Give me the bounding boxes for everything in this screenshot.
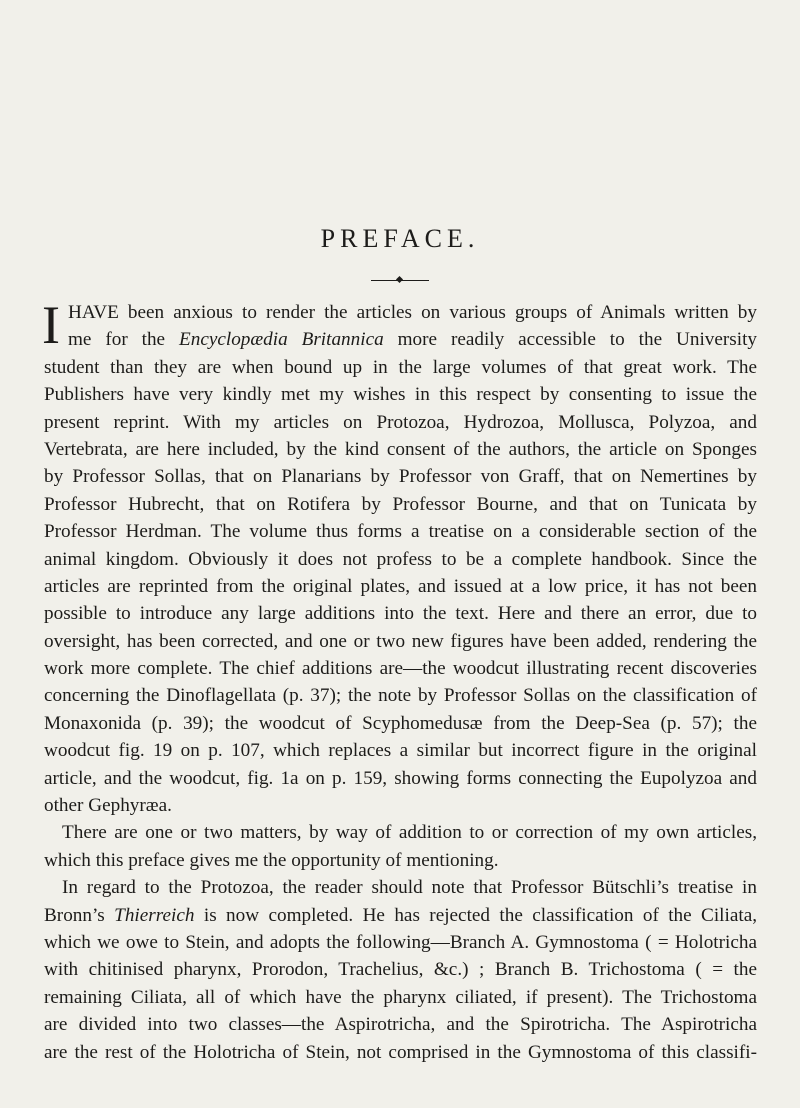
text-line: woodcut fig. 19 on p. 107, which replaces a similar but incorrect figure in the original (44, 740, 757, 762)
text-line: oversight, has been corrected, and one or two new figures have been added, rendering the (44, 630, 757, 652)
text-line: by Professor Sollas, that on Planarians by Professor von Graff, that on Nemertines by (44, 466, 757, 488)
italic-title: Thierreich (114, 904, 195, 926)
text-line: present reprint. With my articles on Protozoa, Hydrozoa, Mollusca, Polyzoa, and (44, 411, 757, 433)
text-line: There are one or two matters, by way of addition to or correction of my own articles, (62, 822, 757, 844)
drop-cap: I (42, 295, 60, 355)
text-line: Professor Herdman. The volume thus forms a treatise on a considerable section of the (44, 521, 757, 543)
text-line: Vertebrata, are here included, by the kind consent of the authors, the article on Sponges (44, 438, 757, 460)
text-line: other Gephyræa. (44, 795, 172, 817)
diamond-icon (396, 276, 403, 283)
text-line: Publishers have very kindly met my wishes in this respect by consenting to issue the (44, 384, 757, 406)
text-line: Monaxonida (p. 39); the woodcut of Scyphomedusæ from the Deep-Sea (p. 57); the (44, 712, 757, 734)
text-line: remaining Ciliata, all of which have the pharynx ciliated, if present). The Trichostoma (44, 986, 757, 1008)
title-ornament (371, 276, 429, 284)
text-line: with chitinised pharynx, Prorodon, Trachelius, &c.) ; Branch B. Trichostoma ( = the (44, 959, 757, 981)
text-line: which we owe to Stein, and adopts the following—Branch A. Gymnostoma ( = Holotricha (44, 931, 757, 953)
text-line: student than they are when bound up in the large volumes of that great work. The (44, 356, 757, 378)
page-title: PREFACE. (320, 224, 480, 253)
text-line: Professor Hubrecht, that on Rotifera by Professor Bourne, and that on Tunicata by (44, 493, 757, 515)
body-text (42, 295, 758, 1066)
text-line: In regard to the Protozoa, the reader should note that Professor Bütschli’s treatise in (62, 877, 757, 899)
text-line: article, and the woodcut, fig. 1a on p. 159, showing forms connecting the Eupolyzoa and (44, 767, 757, 789)
text-line: are divided into two classes—the Aspirotricha, and the Spirotricha. The Aspirotricha (44, 1014, 757, 1036)
text-line: articles are reprinted from the original plates, and issued at a low price, it has not been (44, 575, 757, 597)
text-line: concerning the Dinoflagellata (p. 37); the note by Professor Sollas on the classification of (44, 685, 757, 707)
text-line: me for the Encyclopædia Britannica more readily accessible to the University (68, 329, 758, 351)
text-line: HAVE been anxious to render the articles on various groups of Animals written by (68, 302, 757, 323)
text-line: work more complete. The chief additions are—the woodcut illustrating recent discoveries (44, 658, 757, 680)
text-line: possible to introduce any large additions into the text. Here and there an error, due to (44, 603, 757, 625)
text-line: are the rest of the Holotricha of Stein, not comprised in the Gymnostoma of this classifi- (44, 1041, 757, 1063)
text-line: animal kingdom. Obviously it does not profess to be a complete handbook. Since the (44, 548, 757, 570)
text-line: Bronn’s Thierreich is now completed. He has rejected the classification of the Ciliata, (44, 904, 758, 926)
text-line: which this preface gives me the opportunity of mentioning. (44, 849, 499, 871)
italic-title: Encyclopædia Britannica (179, 329, 384, 351)
